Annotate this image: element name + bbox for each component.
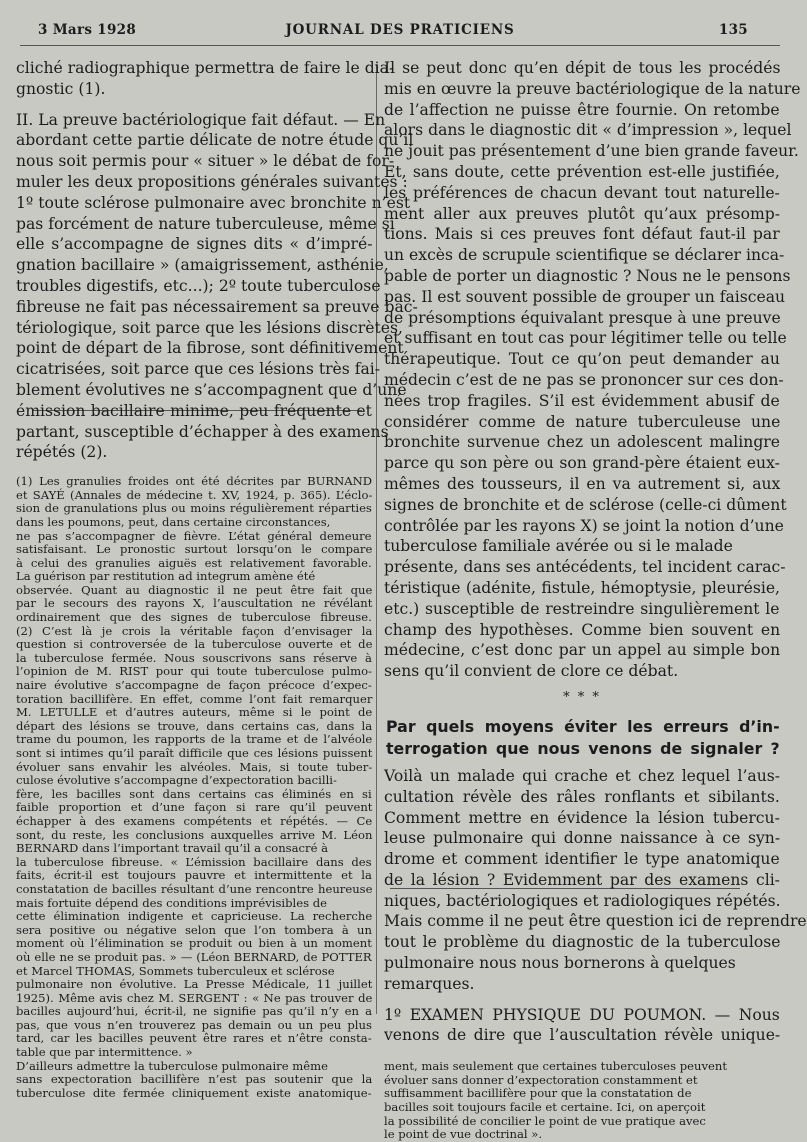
body-line: champ des hypothèses. Comme bien souvent en [384, 620, 781, 639]
body-line: thérapeutique. Tout ce qu’on peut demander au [384, 350, 780, 369]
body-line: Voilà un malade qui crache et chez lequel l’aus- [384, 766, 781, 785]
body-line: signes de bronchite et de sclérose (celle-ci dûment [384, 495, 787, 514]
footnote-line: départ des lésions se trouve, dans certains cas, dans la [16, 718, 373, 733]
body-line: Il se peut donc qu’en dépit de tous les procédés [384, 59, 781, 77]
footnote-line: D’ailleurs admettre la tuberculose pulmonaire même [16, 1058, 328, 1073]
body-line: cicatrisées, soit parce que ces lésions très fai- [16, 360, 381, 379]
section-two-text [384, 766, 807, 1046]
footnote-line: question si controversée de la tuberculose ouverte et de [16, 637, 373, 652]
body-line: téristique (adénite, fistule, hémoptysie, pleurésie, [384, 578, 781, 597]
footnote-line: faits, écrit-il est toujours pauvre et intermittente et la [16, 868, 372, 883]
body-line: II. La preuve bactériologique fait défaut. — En [16, 110, 386, 129]
footnote-line: sont, du reste, les conclusions auxquelles arrive M. Léon [16, 827, 373, 842]
issue-date: 3 Mars 1928 [38, 22, 137, 38]
body-line: blement évolutives ne s’accompagnent que d’une [16, 380, 407, 399]
footnote-line: et Marcel THOMAS, Sommets tuberculeux et sclérose [16, 963, 335, 978]
body-line: pas. Il est souvent possible de grouper un faisceau [384, 287, 786, 306]
body-line: alors dans le diagnostic dit « d’impression », lequel [384, 121, 792, 140]
body-line [16, 100, 372, 110]
body-line: médecin c’est de ne pas se prononcer sur ces don- [384, 370, 784, 389]
header-rule [20, 45, 780, 46]
body-line: répétés (2). [16, 443, 108, 462]
footnote-line: sans expectoration bacillifère n’est pas soutenir que la [16, 1072, 373, 1087]
body-line: Mais comme il ne peut être question ici de reprendre [384, 912, 807, 931]
body-line: leuse pulmonaire qui donne naissance à ce syn- [384, 829, 781, 848]
footnote-line: dans les poumons, peut, dans certaine circonstances, [16, 514, 331, 529]
body-line: tériologique, soit parce que les lésions discrètes, [16, 318, 403, 337]
footnote-line: où elle ne se produit pas. » — (Léon BERNARD, de POTTER [16, 949, 372, 964]
body-line: médecine, c’est donc par un appel au simple bon [384, 641, 781, 660]
body-line: pas forcément de nature tuberculeuse, même si [16, 214, 395, 233]
body-line: ne jouit pas présentement d’une bien grande faveur. [384, 142, 799, 161]
footnote-line: 1925). Même avis chez M. SERGENT : « Ne pas trouver de [16, 990, 373, 1005]
footnote-line: La guérison par restitution ad integrum amène été [16, 569, 316, 584]
body-line: abordant cette partie délicate de notre étude qu’il [16, 131, 414, 150]
footnote-line: trame du poumon, les rapports de la trame et de l’alvéole [16, 732, 373, 747]
body-line: tions. Mais si ces preuves font défaut faut-il par [384, 225, 780, 244]
body-line: troubles digestifs, etc...); 2º toute tuberculose [16, 276, 381, 295]
body-line: contrôlée par les rayons X) se joint la notion d’une [384, 516, 784, 535]
footnote-line: l’opinion de M. RIST pour qui toute tuberculose pulmo- [16, 664, 372, 679]
footnote-line: mais fortuite dépend des conditions imprévisibles de [16, 895, 328, 910]
footnote-line: bacilles aujourd’hui, écrit-il, ne signifie pas qu’il n’y en a [16, 1004, 372, 1019]
footnote-line: observée. Quant au diagnostic il ne peut être fait que [16, 582, 373, 597]
body-line: de présomptions équivalant presque à une preuve [384, 308, 781, 327]
footnote-line: (1) Les granulies froides ont été décrites par BURNAND [16, 474, 373, 489]
body-line: les préférences de chacun devant tout naturelle- [384, 183, 780, 202]
body-line: nous soit permis pour « situer » le débat de for- [16, 152, 395, 171]
footnote-line: naire évolutive s’accompagne de façon précoce d’expec- [16, 678, 372, 693]
footnote-line: la tuberculose fermée. Nous souscrivons sans réserve à [16, 650, 372, 665]
body-line: ment aller aux preuves plutôt qu’aux présomp- [384, 204, 781, 223]
footnote-line: fère, les bacilles sont dans certains cas éliminés en si [16, 786, 372, 801]
body-line: considérer comme de nature tuberculeuse une [384, 412, 781, 431]
footnote-line: sont si intimes qu’il paraît difficile que ces lésions puissent [16, 746, 373, 761]
footnote-line: tuberculose dite fermée cliniquement existe anatomique- [16, 1085, 372, 1100]
footnote-line: la possibilité de concilier le point de vue pratique avec [384, 1113, 706, 1128]
footnote-line: sera positive ou négative selon que l’on tombera à un [16, 922, 372, 937]
body-line: mis en œuvre la preuve bactériologique de la nature [384, 79, 801, 98]
body-line: de l’affection ne puisse être fournie. On retombe [384, 100, 780, 119]
footnote-line: suffisamment bacillifère pour que la constatation de [384, 1086, 692, 1101]
footnote-line: (2) C’est là je crois la véritable façon d’envisager la [16, 623, 373, 638]
footnote-line: table que par intermittence. » [16, 1045, 193, 1060]
footnote-line: par le secours des rayons X, l’auscultation ne révélant [16, 596, 373, 611]
right-footnote [384, 1060, 780, 1142]
footnote-line: tard, car les bacilles peuvent être rares et n’être consta- [16, 1031, 372, 1046]
section-heading-line-2: terrogation que nous venons de signaler ? [386, 738, 780, 758]
section-stars: * * * [563, 689, 601, 705]
footnote-line: échapper à des examens compétents et répétés. — Ce [16, 813, 373, 828]
body-line: fibreuse ne fait pas nécessairement sa preuve bac- [16, 297, 418, 316]
body-line: muler les deux propositions générales suivantes : [16, 172, 408, 191]
body-line: cliché radiographique permettra de faire le dia- [16, 59, 395, 77]
footnote-line: ne pas s’accompagner de fièvre. L’état général demeure [16, 528, 372, 543]
body-line: parce qu son père ou son grand-père étaient eux- [384, 454, 780, 473]
body-line: mêmes des tousseurs, il en va autrement si, aux [384, 474, 781, 493]
body-line: point de départ de la fibrose, sont définitivement [16, 339, 404, 358]
footnote-line: moment où l’élimination se produit ou bien à un moment [16, 936, 372, 951]
body-line: émission bacillaire minime, peu fréquente et [16, 401, 372, 420]
footnote-line: ordinairement que des signes de tuberculose fibreuse. [16, 610, 372, 625]
body-line: tuberculose familiale avérée ou si le malade [384, 537, 733, 556]
right-column [384, 58, 807, 1142]
footnote-line: la tuberculose fibreuse. « L’émission bacillaire dans des [16, 854, 372, 869]
body-line: Et, sans doute, cette prévention est-elle justifiée, [384, 162, 780, 181]
body-line: et suffisant en tout cas pour légitimer telle ou telle [384, 329, 787, 348]
body-line: etc.) susceptible de restreindre singulièrement le [384, 599, 780, 618]
footnote-line: faible proportion et d’une façon si rare qu’il peuvent [16, 800, 373, 815]
body-line: bronchite survenue chez un adolescent malingre [384, 433, 780, 452]
body-line: cultation révèle des râles ronflants et sibilants. [384, 787, 780, 806]
footnote-line: satisfaisant. Le pronostic surtout lorsqu’on le compare [16, 542, 373, 557]
body-line: sens qu’il convient de clore ce débat. [384, 662, 679, 681]
body-line: gnation bacillaire » (amaigrissement, asthénie, [16, 256, 389, 275]
body-line: pable de porter un diagnostic ? Nous ne le pensons [384, 266, 791, 285]
footnote-line: et SAYÉ (Annales de médecine t. XV, 1924, p. 365). L’éclo- [16, 487, 373, 502]
left-column [16, 58, 418, 1100]
right-main-text [384, 58, 801, 682]
body-line: venons de dire que l’auscultation révèle unique- [384, 1026, 781, 1045]
section-heading-line-1: Par quels moyens éviter les erreurs d’in- [386, 716, 780, 736]
footnote-line: bacilles soit toujours facile et certaine. Ici, on aperçoit [384, 1100, 706, 1115]
footnote-line: sion de granulations plus ou moins régulièrement réparties [16, 501, 372, 516]
left-main-text [16, 58, 418, 463]
footnote-line: M. LETULLE et d’autres auteurs, même si le point de [16, 705, 373, 720]
footnote-line: BERNARD dans l’important travail qu’il a consacré à [16, 841, 329, 856]
footnote-line: culose évolutive s’accompagne d’expectoration bacilli- [16, 773, 337, 788]
footnote-line: toration bacillifère. En effet, comme l’ont fait remarquer [16, 691, 373, 706]
body-line: 1º toute sclérose pulmonaire avec bronchite n’est [16, 193, 411, 212]
left-footnotes [16, 475, 372, 1100]
body-line: drome et comment identifier le type anatomique [384, 850, 780, 869]
body-line: Comment mettre en évidence la lésion tubercu- [384, 808, 780, 827]
footnote-line: pulmonaire non évolutive. La Presse Médicale, 11 juillet [16, 977, 373, 992]
section-heading [384, 716, 780, 760]
footnote-line: évoluer sans envahir les alvéoles. Mais, si toute tuber- [16, 759, 373, 774]
body-line: nées trop fragiles. S’il est évidemment abusif de [384, 391, 780, 410]
page-number: 135 [718, 22, 748, 38]
body-line: elle s’accompagne de signes dits « d’impré- [16, 235, 373, 254]
footnote-line: évoluer sans donner d’expectoration constamment et [384, 1072, 698, 1087]
body-line: remarques. [384, 974, 475, 993]
body-line: un excès de scrupule scientifique se déclarer inca- [384, 246, 785, 265]
footnote-line: pas, que vous n’en trouverez pas demain ou un peu plus [16, 1017, 372, 1032]
footnote-line: à celui des granulies aiguës est relativement favorable. [16, 555, 372, 570]
body-line: présente, dans ses antécédents, tel incident carac- [384, 558, 786, 577]
body-line: pulmonaire nous nous bornerons à quelques [384, 954, 736, 973]
body-line: tout le problème du diagnostic de la tuberculose [384, 933, 781, 952]
footnote-line: ment, mais seulement que certaines tuberculoses peuvent [384, 1059, 728, 1074]
footnote-line: cette élimination indigente et capricieuse. La recherche [16, 909, 373, 924]
journal-title: JOURNAL DES PRATICIENS [285, 22, 515, 38]
footnote-line: constatation de bacilles résultant d’une rencontre heureuse [16, 881, 373, 896]
body-line [384, 995, 780, 1005]
body-line: partant, susceptible d’échapper à des examens [16, 422, 389, 441]
body-line: gnostic (1). [16, 79, 106, 98]
body-line: de la lésion ? Evidemment par des examens cli- [384, 870, 780, 889]
body-line: niques, bactériologiques et radiologiques répétés. [384, 891, 781, 910]
footnote-line: le point de vue doctrinal ». [384, 1127, 543, 1142]
body-line: 1º EXAMEN PHYSIQUE DU POUMON. — Nous [384, 1005, 780, 1024]
